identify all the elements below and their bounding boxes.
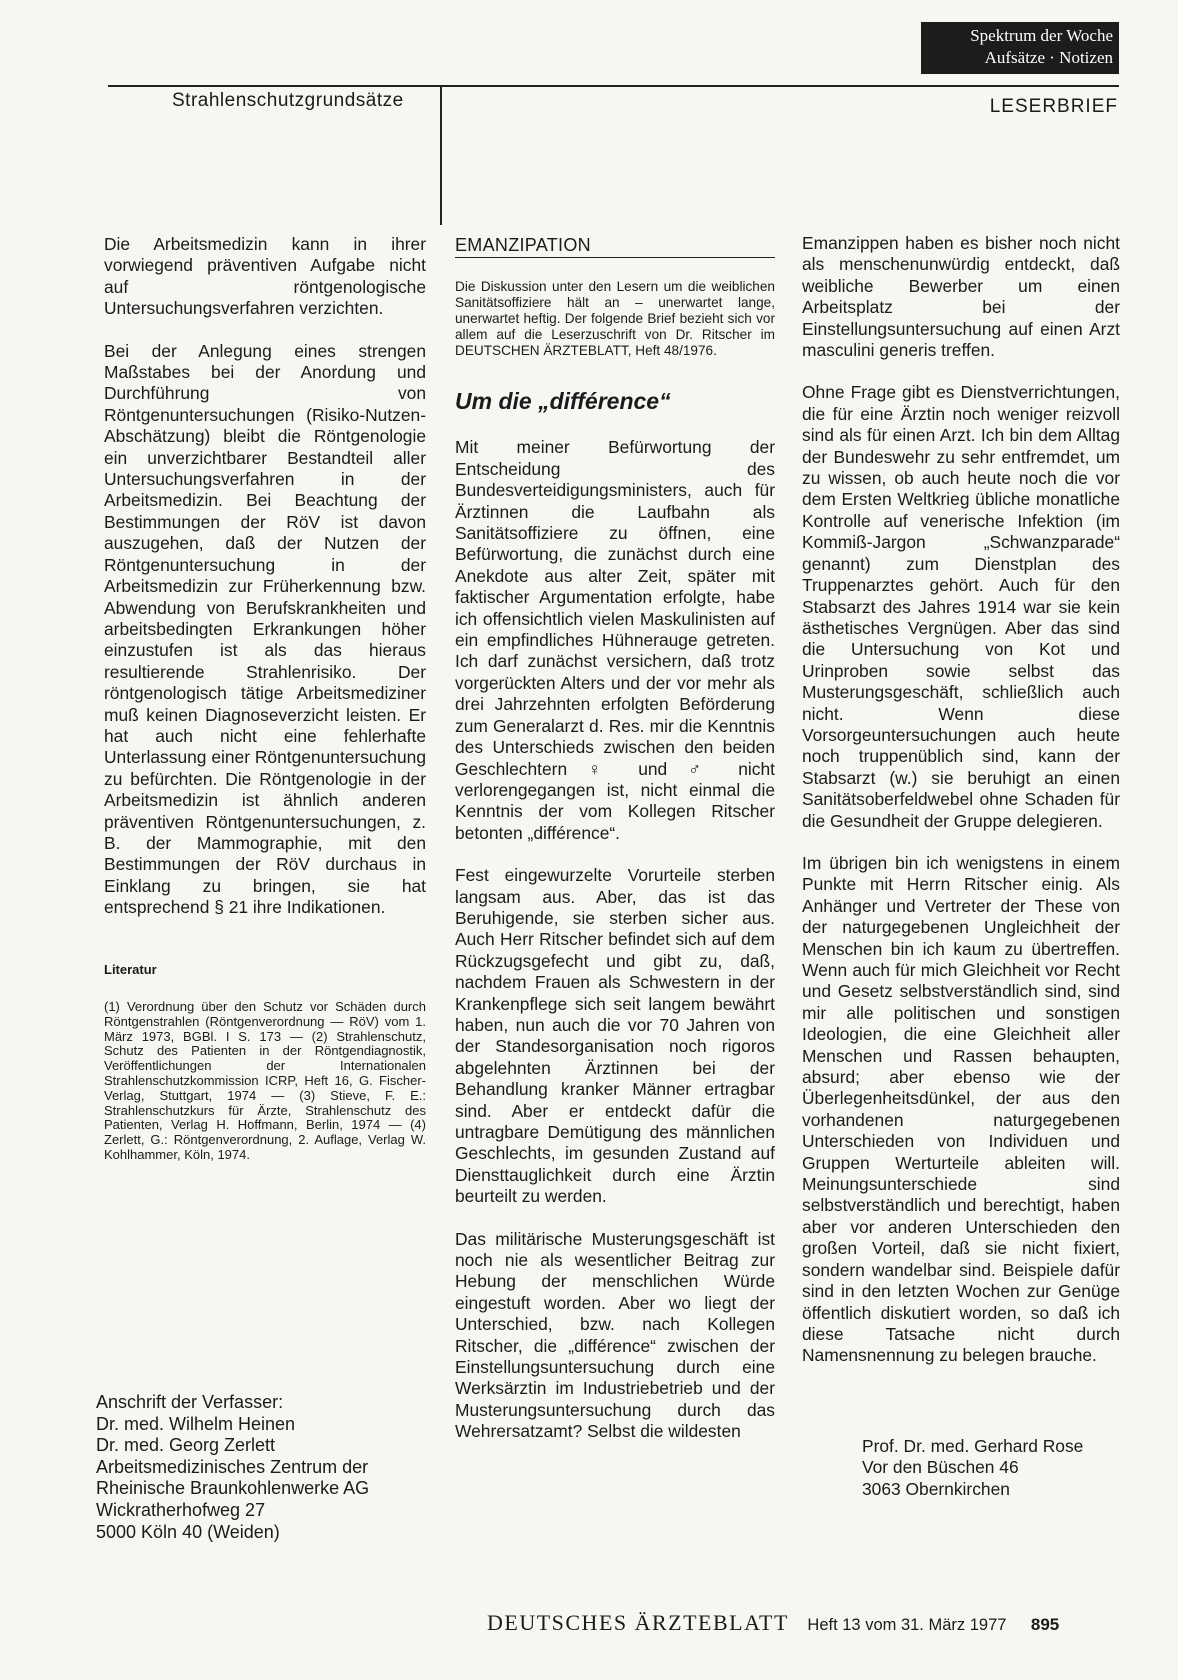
intro-text: Die Diskussion unter den Lesern um die weiblichen Sanitätsoffiziere hält an – unerwartet lange, unerwartet heftig. Der folgende Brief bezieht sich vor allem auf die Leserzuschrift von Dr. Ritscher im DEUTSCHEN ÄRZTEBLATT, Heft 48/1976. xyxy=(455,279,775,359)
topic-label: Strahlenschutzgrundsätze xyxy=(172,90,404,111)
signature-name: Prof. Dr. med. Gerhard Rose xyxy=(862,1436,1084,1456)
address-line: Dr. med. Wilhelm Heinen xyxy=(96,1413,296,1434)
header-vertical-rule xyxy=(440,85,442,225)
letter-signature xyxy=(862,1436,1083,1500)
signature-city: 3063 Obernkirchen xyxy=(862,1478,1010,1499)
page-number: 895 xyxy=(1030,1615,1060,1634)
column-right xyxy=(802,233,1120,1388)
page-footer xyxy=(487,1610,1059,1636)
body-paragraph: Emanzippen haben es bisher noch nicht als menschenunwürdig entdeckt, daß weibliche Bewerber um einen Arbeitsplatz bei der Einstellungsuntersuchung auf einen Arzt masculini generis treffen. xyxy=(802,233,1120,361)
header-rule xyxy=(108,85,1119,87)
address-line: Anschrift der Verfasser: xyxy=(96,1392,284,1412)
section-label-line1: Spektrum der Woche xyxy=(970,26,1113,45)
address-line: 5000 Köln 40 (Weiden) xyxy=(96,1521,280,1542)
references-heading: Literatur xyxy=(104,961,157,977)
article-kind-label: LESERBRIEF xyxy=(989,96,1118,117)
body-paragraph: Fest eingewurzelte Vorurteile sterben langsam aus. Aber, das ist das Beruhigende, sie sterben sicher aus. Auch Herr Ritscher befindet sich auf dem Rückzugsgefecht und gibt zu, daß, nachdem Frauen als Schwestern in der Krankenpflege sich seit langem bewährt haben, nun auch die vor 70 Jahren von der Standesorganisation noch rigoros abgelehnten Ärztinnen bei der Behandlung kranker Männer ertragbar sind. Aber er entdeckt dafür die untragbare Demütigung des männlichen Geschlechts, im gesunden Zustand auf Diensttauglichkeit durch eine Ärztin beurteilt zu werden. xyxy=(455,865,775,1207)
body-paragraph: Ohne Frage gibt es Dienstverrichtungen, die für eine Ärztin noch weniger reizvoll sind als für einen Arzt. Ich bin dem Alltag der Bundeswehr zu sehr entfremdet, um zu wissen, ob auch heute noch die vor dem Ersten Weltkrieg übliche monatliche Kontrolle auf venerische Infektion (im Kommiß-Jargon „Schwanzparade“ genannt) zum Dienstplan des Truppenarztes gehört. Auch für den Stabsarzt des Jahres 1914 war sie kein ästhetisches Vergnügen. Aber das sind die Untersuchung von Kot und Urinproben sowie selbst das Musterungsgeschäft, schließlich auch nicht. Wenn diese Vorsorgeuntersuchungen auch heute noch truppenüblich sind, kann der Stabsarzt (w.) sie beruhigt an einen Sanitätsoberfeldwebel ohne Schaden für die Gesundheit der Gruppe delegieren. xyxy=(802,382,1120,831)
body-paragraph: Das militärische Musterungsgeschäft ist noch nie als wesentlicher Beitrag zur Hebung der menschlichen Würde eingestuft worden. Aber wo liegt der Unterschied, bzw. nach Kollegen Ritscher, die „différence“ zwischen der Einstellungsuntersuchung durch eine Werksärztin im Industriebetrieb und der Musterungsuntersuchung durch das Wehrersatzamt? Selbst die wildesten xyxy=(455,1228,775,1442)
address-line: Rheinische Braunkohlenwerke AG xyxy=(96,1478,370,1499)
body-paragraph: Mit meiner Befürwortung der Entscheidung des Bundesverteidigungsministers, auch für Ärztinnen die Laufbahn als Sanitätsoffiziere zu öffnen, eine Befürwortung, die zunächst durch eine Anekdote aus alter Zeit, später mit faktischer Argumentation erfolgte, habe ich offensichtlich vielen Maskulinisten auf ein empfindliches Hühnerauge getreten. Ich darf zunächst versichern, daß trotz vorgerückten Alters und der vor mehr als drei Jahrzehnten erfolgten Beförderung zum Generalarzt d. Res. mir die Kenntnis des Unterschieds zwischen den beiden Geschlechtern ♀ und ♂ nicht verlorengegangen ist, nicht einmal die Kenntnis der vom Kollegen Ritscher betonten „différence“. xyxy=(455,437,775,843)
section-label-line2: Aufsätze · Notizen xyxy=(984,48,1113,67)
author-address xyxy=(96,1392,369,1543)
issue-info: Heft 13 vom 31. März 1977 xyxy=(807,1616,1007,1634)
address-line: Arbeitsmedizinisches Zentrum der xyxy=(96,1456,369,1477)
section-label-box xyxy=(921,22,1119,74)
address-line: Wickratherhofweg 27 xyxy=(96,1499,266,1520)
body-paragraph: Im übrigen bin ich wenigstens in einem Punkte mit Herrn Ritscher einig. Als Anhänger und Vertreter der These von der naturgegebenen Ungleichheit der Menschen bin ich kaum zu übertreffen. Wenn auch für mich Gleichheit vor Recht und Gesetz selbstverständlich sind, sind mir alle politischen und sonstigen Ideologien, die eine Gleichheit aller Menschen und Rassen behaupten, absurd; aber ebenso wie der Überlegenheitsdünkel, der aus den vorhandenen naturgegebenen Unterschieden von Individuen und Gruppen Werturteile ableiten will. Meinungsunterschiede sind selbstverständlich und berechtigt, haben aber vor anderen Unterschieden den großen Vorteil, daß sie nicht fixiert, sondern wandelbar sind. Beispiele dafür sind in den letzten Wochen zur Genüge öffentlich diskutiert worden, so daß ich diese Tatsache nicht durch Namensnennung zu belegen brauche. xyxy=(802,852,1120,1366)
body-paragraph: Bei der Anlegung eines strengen Maßstabes bei der Anordung und Durchführung von Röntgenuntersuchungen (Risiko-Nutzen-Abschätzung) bleibt die Röntgenologie ein unverzichtbarer Bestandteil aller Untersuchungsverfahren in der Arbeitsmedizin. Bei Beachtung der Bestimmungen der RöV ist davon auszugehen, daß der Nutzen der Röntgenuntersuchung in der Arbeitsmedizin zur Früherkennung bzw. Abwendung von Berufskrankheiten und arbeitsbedingten Erkrankungen höher einzustufen ist als das hieraus resultierende Strahlenrisiko. Der röntgenologisch tätige Arbeitsmediziner muß keinen Diagnoseverzicht leisten. Er hat auch nicht eine fehlerhafte Unterlassung einer Röntgenuntersuchung zu befürchten. Die Röntgenologie in der Arbeitsmedizin ist ähnlich anderen präventiven Röntgenuntersuchungen, z. B. der Mammographie, mit den Bestimmungen der RöV durchaus in Einklang zu bringen, sie hat entsprechend § 21 ihre Indikationen. xyxy=(104,340,426,918)
references-list: (1) Verordnung über den Schutz vor Schäden durch Röntgenstrahlen (Röntgenverordnung — RöV) vom 1. März 1973, BGBl. I S. 173 — (2) Strahlenschutz, Schutz des Patienten in der Röntgendiagnostik, Veröffentlichungen der Internationalen Strahlenschutzkommission ICRP, Heft 16, G. Fischer-Verlag, Stuttgart, 1974 — (3) Stieve, F. E.: Strahlenschutzkurs für Ärzte, Strahlenschutz des Patienten, Verlag H. Hoffmann, Berlin, 1974 — (4) Zerlett, G.: Röntgenverordnung, 2. Auflage, Verlag W. Kohlhammer, Köln, 1974. xyxy=(104,999,426,1162)
body-paragraph: Die Arbeitsmedizin kann in ihrer vorwiegend präventiven Aufgabe nicht auf röntgenologische Untersuchungsverfahren verzichten. xyxy=(104,234,426,319)
column-middle xyxy=(455,235,775,1464)
article-headline: Um die „différence“ xyxy=(455,388,671,415)
address-line: Dr. med. Georg Zerlett xyxy=(96,1435,276,1456)
publication-name: DEUTSCHES ÄRZTEBLATT xyxy=(487,1610,789,1635)
section-kicker: EMANZIPATION xyxy=(455,235,775,258)
signature-street: Vor den Büschen 46 xyxy=(862,1457,1019,1478)
column-left xyxy=(104,234,426,1163)
